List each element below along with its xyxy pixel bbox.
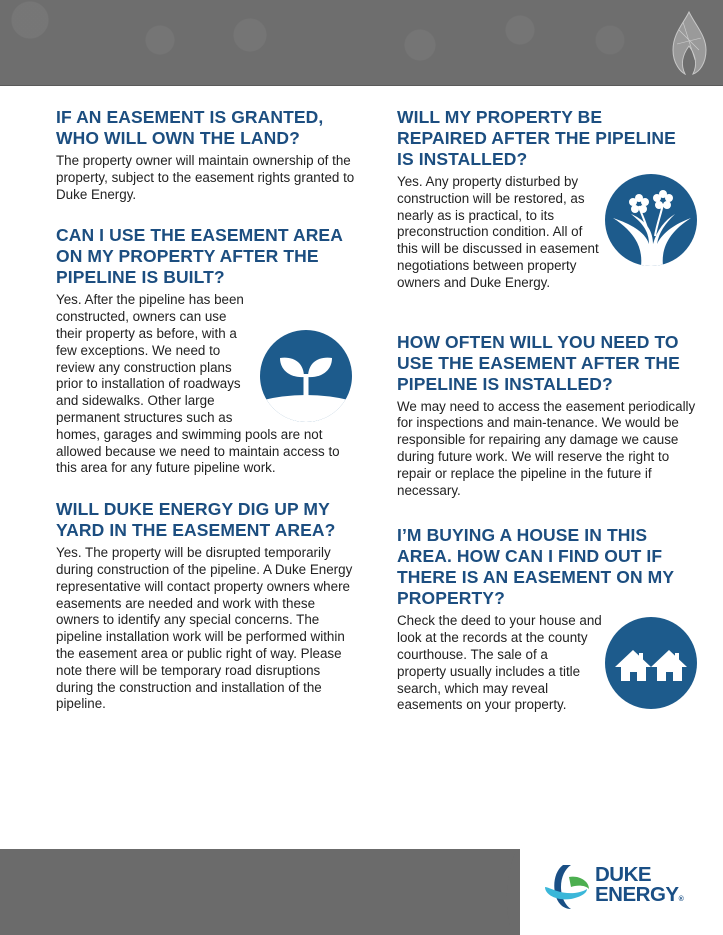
faq-body	[397, 174, 697, 292]
faq-body: We may need to access the easement periodically for inspections and main-tenance. We would be responsible for repairing any damage we cause during future work. We will reserve the right to repair or replace the pipeline in the future if necessary.	[397, 398, 696, 498]
faq-item-dig-up-yard	[56, 499, 356, 713]
logo-energy-text: ENERGY	[595, 883, 679, 906]
faq-body: The property owner will maintain ownership of the property, subject to the easement rights granted to Duke Energy.	[56, 153, 355, 202]
logo-line-duke: DUKE	[595, 863, 652, 886]
faq-heading: HOW OFTEN WILL YOU NEED TO USE THE EASEMENT AFTER THE PIPELINE IS INSTALLED?	[397, 331, 680, 394]
faq-body: Yes. The property will be disrupted temporarily during construction of the pipeline. A Duke Energy representative will contact property owners where easements are needed and work with these owners to identify any special concerns. The pipeline installation work will be performed within the easement area or public right of way. Please note there will be temporary road disruptions during the construction and installation of the pipeline.	[56, 545, 353, 712]
faq-item-property-repaired	[397, 107, 697, 292]
duke-energy-logo-icon	[541, 863, 593, 911]
header-banner	[0, 0, 723, 86]
faq-item-land-ownership	[56, 107, 356, 203]
faq-heading: WILL DUKE ENERGY DIG UP MY YARD IN THE EASEMENT AREA?	[56, 499, 336, 541]
faq-body-text: Check the deed to your house and look at the records at the county courthouse. The sale of a property usually includes a title search, which may reveal easements on your property.	[397, 613, 602, 713]
faq-item-buying-house	[397, 525, 697, 714]
faq-item-easement-frequency	[397, 332, 697, 500]
faq-item-use-easement	[56, 225, 356, 477]
faq-body-text: Yes. Any property disturbed by construction will be restored, as nearly as is practical, to its preconstruction condition. All of this will be discussed in easement negotiations between property owners and Duke Energy.	[397, 174, 599, 290]
footer-bar	[0, 849, 520, 935]
faq-heading: WILL MY PROPERTY BE REPAIRED AFTER THE PIPELINE IS INSTALLED?	[397, 107, 676, 169]
flame-icon	[669, 10, 709, 76]
faq-heading: IF AN EASEMENT IS GRANTED, WHO WILL OWN THE LAND?	[56, 107, 324, 148]
sprout-icon	[260, 330, 352, 422]
duke-energy-logo-text	[595, 865, 683, 910]
faq-body-text: Yes. After the pipeline has been constructed, owners can use their property as before, with a few exceptions. We need to review any construction plans prior to installation of roadways and sidewalks. Other large permanent structures such as homes, garages and swimming pools are not allowed because we need to maintain access to this area for any future pipeline work.	[56, 292, 340, 476]
faq-heading: CAN I USE THE EASEMENT AREA ON MY PROPERTY AFTER THE PIPELINE IS BUILT?	[56, 225, 343, 288]
right-column	[397, 107, 697, 714]
registered-mark: ®	[678, 896, 684, 903]
left-column	[56, 107, 356, 713]
faq-heading: I’M BUYING A HOUSE IN THIS AREA. HOW CAN I FIND OUT IF THERE IS AN EASEMENT ON MY PROPERTY?	[397, 525, 674, 609]
houses-icon	[605, 617, 697, 709]
faq-body	[397, 613, 697, 714]
faq-body	[56, 292, 356, 477]
logo-line-energy	[595, 885, 683, 910]
flowers-icon	[605, 174, 697, 266]
